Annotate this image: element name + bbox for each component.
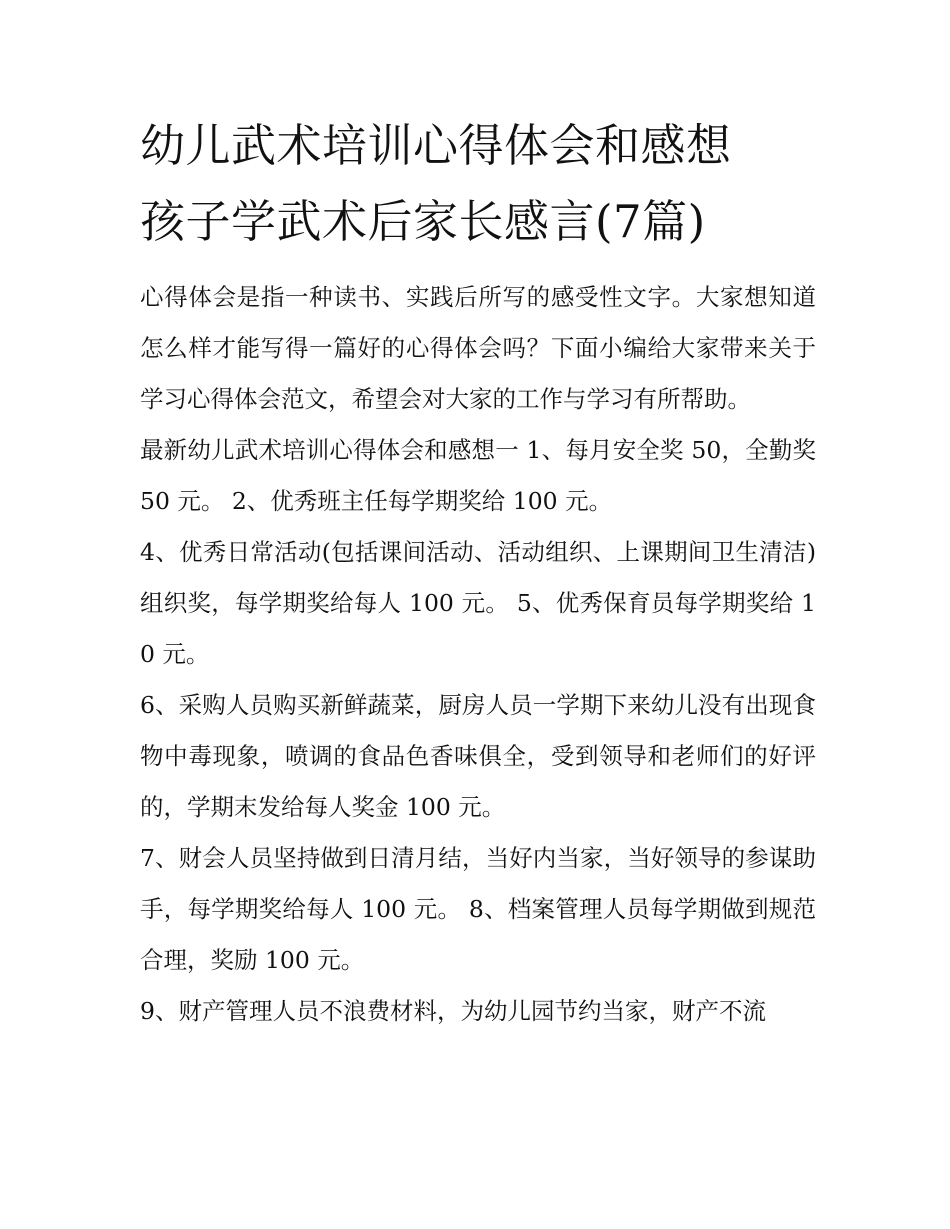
document-page (140, 108, 816, 1037)
paragraph-item-9: 9、财产管理人员不浪费材料，为幼儿园节约当家，财产不流 (140, 997, 766, 1025)
paragraph-item-7-8: 7、财会人员坚持做到日清月结，当好内当家，当好领导的参谋助手，每学期奖给每人 100 元。 8、档案管理人员每学期做到规范合理，奖励 100 元。 (140, 844, 816, 974)
document-body (140, 272, 816, 1037)
document-title: 幼儿武术培训心得体会和感想 孩子学武术后家长感言(7篇) (140, 119, 732, 248)
paragraph-item-6: 6、采购人员购买新鲜蔬菜，厨房人员一学期下来幼儿没有出现食物中毒现象，喷调的食品色香味俱全，受到领导和老师们的好评的，学期末发给每人奖金 100 元。 (140, 691, 816, 821)
paragraph-item-4-5: 4、优秀日常活动(包括课间活动、活动组织、上课期间卫生清洁)组织奖，每学期奖给每人 100 元。 5、优秀保育员每学期奖给 10 元。 (140, 538, 816, 668)
paragraph-item-1-2: 最新幼儿武术培训心得体会和感想一 1、每月安全奖 50，全勤奖 50 元。 2、优秀班主任每学期奖给 100 元。 (140, 436, 816, 515)
paragraph-intro: 心得体会是指一种读书、实践后所写的感受性文字。大家想知道怎么样才能写得一篇好的心得体会吗？下面小编给大家带来关于学习心得体会范文，希望会对大家的工作与学习有所帮助。 (140, 283, 816, 413)
